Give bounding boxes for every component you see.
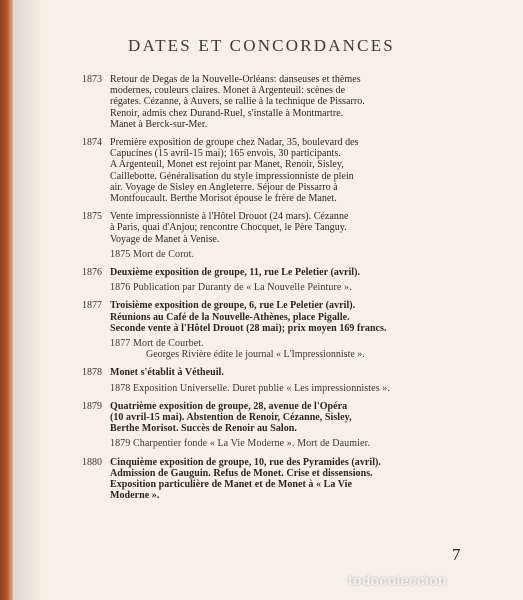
entry-text: Troisième exposition de groupe, 6, rue Le Peletier (avril). Réunions au Café de la Nouvelle-Athènes, place Pigalle. Seconde vente à l'Hôtel Drouot (28 mai); prix moyen 169 francs. — [110, 300, 387, 334]
entry-text: Retour de Degas de la Nouvelle-Orléans: danseuses et thèmes modernes, couleurs claires. Monet à Argenteuil: scènes de régates. Cézanne, à Auvers, se rallie à la technique de Pissarro. Renoir, admis chez Durand-Ruel, s'installe à Montmartre. Manet à Berck-sur-Mer. — [110, 74, 365, 130]
entry-1878 — [84, 367, 444, 393]
entry-year: 1874 — [82, 137, 102, 149]
entry-text: Cinquième exposition de groupe, 10, rue des Pyramides (avril). Admission de Gauguin. Refus de Monet. Crise et dissensions. Exposition particulière de Manet et de Monet à « La Vie Moderne ». — [110, 456, 381, 502]
entry-year: 1878 — [82, 367, 102, 379]
entry-subnote: 1875 Mort de Corot. — [110, 248, 195, 260]
page-title: DATES ET CONCORDANCES — [128, 36, 395, 55]
entry-text: Monet s'établit à Vétheuil. — [110, 367, 224, 379]
watermark-logo: todocoleccion — [348, 572, 447, 588]
page-gutter-shadow — [13, 0, 43, 600]
entry-subnote: 1878 Exposition Universelle. Duret publie « Les impressionnistes ». — [110, 382, 390, 394]
entry-subnote: 1879 Charpentier fonde « La Vie Moderne ». Mort de Daumier. — [110, 438, 371, 450]
entry-1876 — [84, 267, 444, 293]
entry-year: 1873 — [82, 74, 102, 85]
entry-1874 — [84, 137, 444, 204]
entry-text: Deuxième exposition de groupe, 11, rue Le Peletier (avril). — [110, 267, 361, 279]
entry-text: Vente impressionniste à l'Hôtel Drouot (24 mars). Cézanne à Paris, quai d'Anjou; rencontre Chocquet, le Père Tanguy. Voyage de Manet à Venise. — [110, 211, 349, 245]
book-binding-edge — [0, 0, 13, 600]
entry-subnote: 1876 Publication par Duranty de « La Nouvelle Peinture ». — [110, 282, 352, 294]
entry-1880 — [84, 457, 444, 502]
entry-1873 — [84, 74, 444, 130]
entry-subnote-continued: Georges Rivière édite le journal « L'Impressionniste ». — [146, 349, 365, 361]
entry-text: Quatrième exposition de groupe, 28, avenue de l'Opéra (10 avril-15 mai). Abstention de Renoir, Cézanne, Sisley, Berthe Morisot. Succès de Renoir au Salon. — [110, 400, 352, 435]
entry-year: 1879 — [82, 400, 102, 412]
entry-subnote: 1877 Mort de Courbet. — [110, 338, 204, 350]
entry-1879 — [84, 401, 444, 450]
chronology-list — [84, 74, 444, 509]
entry-year: 1875 — [82, 211, 102, 223]
entry-text: Première exposition de groupe chez Nadar, 35, boulevard des Capucines (15 avril-15 mai); 165 envois, 30 participants. A Argenteuil, Monet est rejoint par Manet, Renoir, Sisley, Caillebotte. Généralisation du style impressionniste de plein air. Voyage de Sisley en Angleterre. Séjour de Pissarro à Montfoucault. Berthe Morisot épouse le frère de Manet. — [110, 137, 359, 205]
entry-1875 — [84, 211, 444, 260]
page-number: 7 — [452, 545, 461, 564]
entry-1877 — [84, 300, 444, 360]
entry-year: 1877 — [82, 300, 102, 312]
entry-year: 1876 — [82, 267, 102, 279]
entry-year: 1880 — [82, 456, 102, 468]
